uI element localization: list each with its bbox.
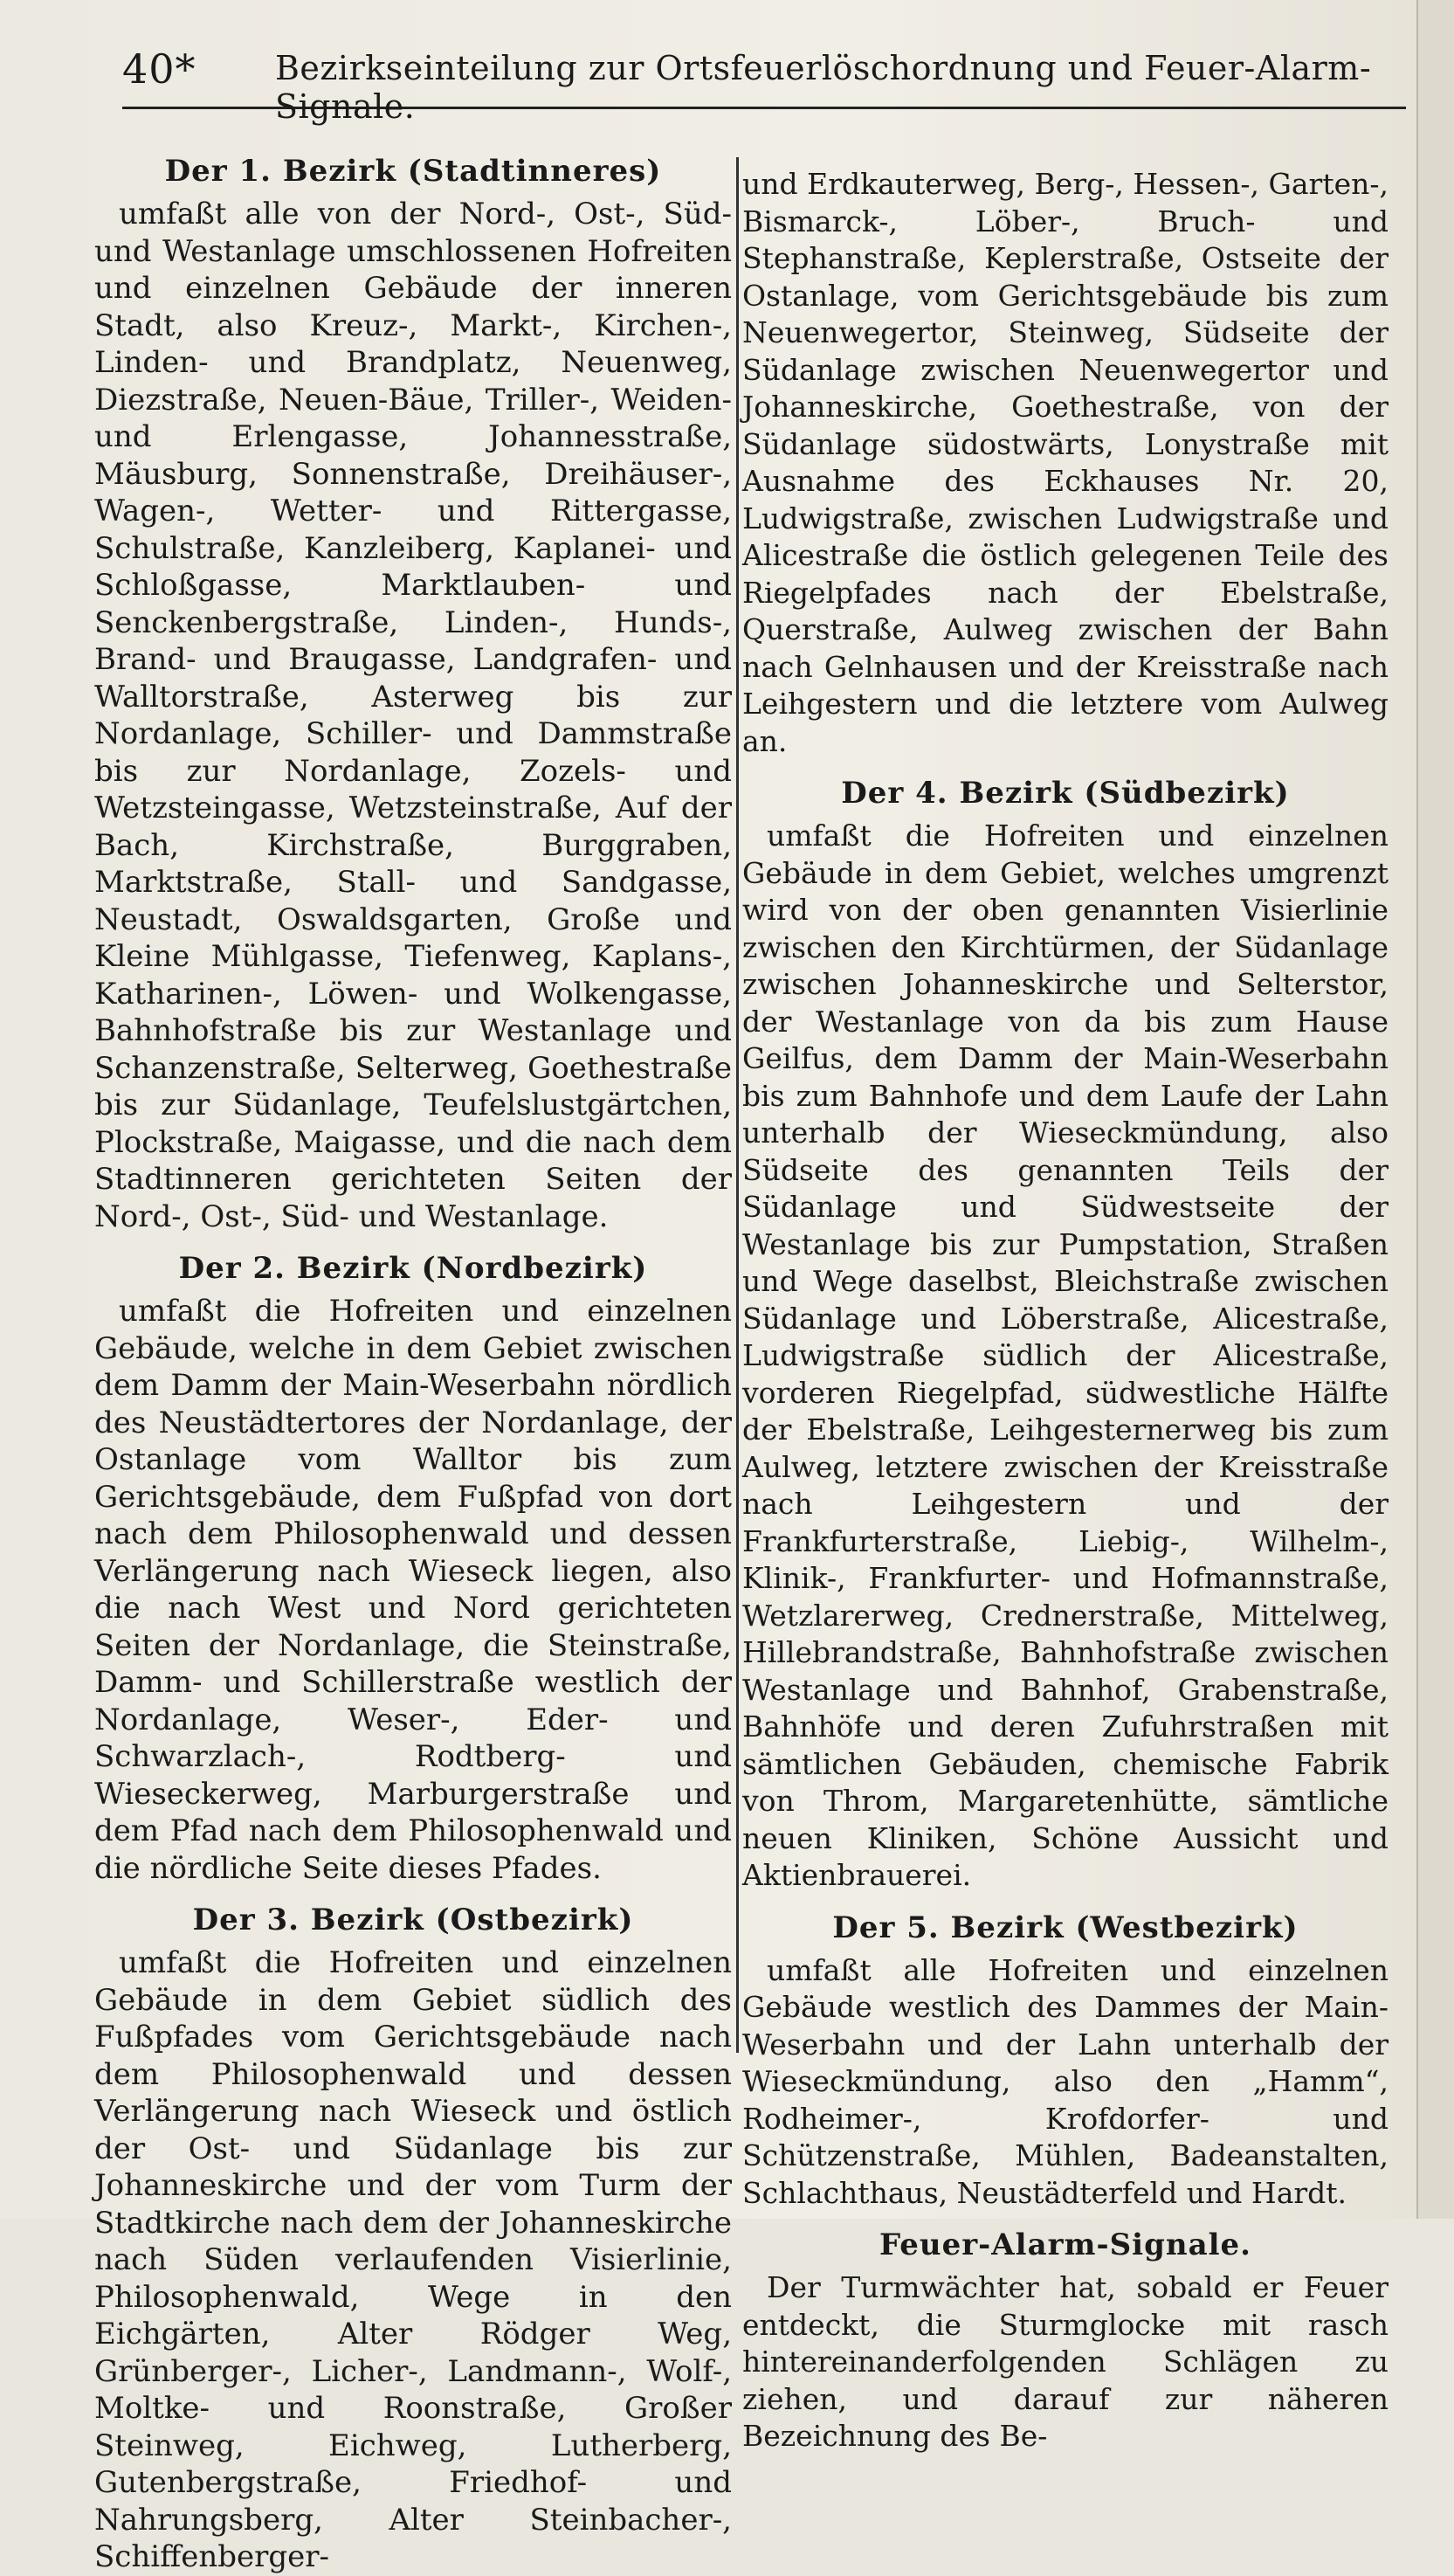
section-heading-alarm-signals: Feuer-Alarm-Signale. [879, 2227, 1251, 2262]
right-column [742, 166, 1389, 2455]
page-number: 40* [122, 45, 196, 93]
section-text-alarm-signals: Der Turmwächter hat, sobald er Feuer entdeckt, die Sturmglocke mit rasch hintereinanderfolgenden Schlägen zu ziehen, und darauf zur näheren Bezeichnung des Be- [742, 2270, 1389, 2453]
section-text-district-4: umfaßt die Hofreiten und einzelnen Gebäude in dem Gebiet, welches umgrenzt wird von der oben genannten Visierlinie zwischen den Kirchtürmen, der Südanlage zwischen Johanneskirche und Selterstor, der Westanlage von da bis zum Hause Geilfus, dem Damm der Main-Weserbahn bis zum Bahnhofe und dem Laufe der Lahn unterhalb der Wieseckmündung, also Südseite des genannten Teils der Südanlage und Südwestseite der Westanlage bis zur Pumpstation, Straßen und Wege daselbst, Bleichstraße zwischen Südanlage und Löberstraße, Alicestraße, Ludwigstraße südlich der Alicestraße, vorderen Riegelpfad, südwestliche Hälfte der Ebelstraße, Leihgesternerweg bis zum Aulweg, letztere zwischen der Kreisstraße nach Leihgestern und der Frankfurterstraße, Liebig-, Wilhelm-, Klinik-, Frankfurter- und Hofmannstraße, Wetzlarerweg, Crednerstraße, Mittelweg, Hillebrandstraße, Bahnhofstraße zwischen Westanlage und Bahnhof, Grabenstraße, Bahnhöfe und deren Zufuhrstraßen mit sämtlichen Gebäuden, chemische Fabrik von Throm, Margaretenhütte, sämtliche neuen Kliniken, Schöne Aussicht und Aktienbrauerei. [742, 818, 1389, 1892]
section-heading-district-5: Der 5. Bezirk (Westbezirk) [832, 1910, 1299, 1945]
section-heading-district-1: Der 1. Bezirk (Stadtinneres) [164, 154, 662, 189]
section-heading-district-2: Der 2. Bezirk (Nordbezirk) [178, 1251, 648, 1286]
adjacent-page-edge [1416, 0, 1454, 2219]
page-header [122, 45, 1406, 126]
section-heading-district-3: Der 3. Bezirk (Ostbezirk) [192, 1903, 634, 1937]
section-heading-district-4: Der 4. Bezirk (Südbezirk) [841, 776, 1290, 811]
column-divider [736, 157, 739, 2053]
running-head-title: Bezirkseinteilung zur Ortsfeuerlöschordnung und Feuer-Alarm-Signale. [275, 49, 1372, 126]
section-text-district-3: umfaßt die Hofreiten und einzelnen Gebäude in dem Gebiet südlich des Fußpfades vom Gerichtsgebäude nach dem Philosophenwald und dessen Verlängerung nach Wieseck und östlich der Ost- und Südanlage bis zur Johanneskirche und der vom Turm der Stadtkirche nach dem der Johanneskirche nach Süden verlaufenden Visierlinie, Philosophenwald, Wege in den Eichgärten, Alter Rödger Weg, Grünberger-, Licher-, Landmann-, Wolf-, Moltke- und Roonstraße, Großer Steinweg, Eichweg, Lutherberg, Gutenbergstraße, Friedhof- und Nahrungsberg, Alter Steinbacher-, Schiffenberger- [94, 1945, 732, 2574]
section-text-district-2: umfaßt die Hofreiten und einzelnen Gebäude, welche in dem Gebiet zwischen dem Damm der Main-Weserbahn nördlich des Neustädtertores der Nordanlage, der Ostanlage vom Walltor bis zum Gerichtsgebäude, dem Fußpfad von dort nach dem Philosophenwald und dessen Verlängerung nach Wieseck liegen, also die nach West und Nord gerichteten Seiten der Nordanlage, die Steinstraße, Damm- und Schillerstraße westlich der Nordanlage, Weser-, Eder- und Schwarzlach-, Rodtberg- und Wieseckerweg, Marburgerstraße und dem Pfad nach dem Philosophenwald und die nördliche Seite dieses Pfades. [94, 1294, 732, 1886]
left-column [94, 138, 732, 2576]
section-text-district-1: umfaßt alle von der Nord-, Ost-, Süd- und Westanlage umschlossenen Hofreiten und einzelnen Gebäude der inneren Stadt, also Kreuz-, Markt-, Kirchen-, Linden- und Brandplatz, Neuenweg, Diezstraße, Neuen-Bäue, Triller-, Weiden- und Erlengasse, Johannesstraße, Mäusburg, Sonnenstraße, Dreihäuser-, Wagen-, Wetter- und Rittergasse, Schulstraße, Kanzleiberg, Kaplanei- und Schloßgasse, Marktlauben- und Senckenbergstraße, Linden-, Hunds-, Brand- und Braugasse, Landgrafen- und Walltorstraße, Asterweg bis zur Nordanlage, Schiller- und Dammstraße bis zur Nordanlage, Zozels- und Wetzsteingasse, Wetzsteinstraße, Auf der Bach, Kirchstraße, Burggraben, Marktstraße, Stall- und Sandgasse, Neustadt, Oswaldsgarten, Große und Kleine Mühlgasse, Tiefenweg, Kaplans-, Katharinen-, Löwen- und Wolkengasse, Bahnhofstraße bis zur Westanlage und Schanzenstraße, Selterweg, Goethestraße bis zur Südanlage, Teufelslustgärtchen, Plockstraße, Maigasse, und die nach dem Stadtinneren gerichteten Seiten der Nord-, Ost-, Süd- und Westanlage. [94, 197, 732, 1234]
section-text-district-5: umfaßt alle Hofreiten und einzelnen Gebäude westlich des Dammes der Main-Weserbahn und der Lahn unterhalb der Wieseckmündung, also den „Hamm“, Rodheimer-, Krofdorfer- und Schützenstraße, Mühlen, Badeanstalten, Schlachthaus, Neustädterfeld und Hardt. [742, 1952, 1389, 2210]
section-text-district-3-continued: und Erdkauterweg, Berg-, Hessen-, Garten-, Bismarck-, Löber-, Bruch- und Stephanstraße, Keplerstraße, Ostseite der Ostanlage, vom Gerichtsgebäude bis zum Neuenwegertor, Steinweg, Südseite der Südanlage zwischen Neuenwegertor und Johanneskirche, Goethestraße, von der Südanlage südostwärts, Lonystraße mit Ausnahme des Eckhauses Nr. 20, Ludwigstraße, zwischen Ludwigstraße und Alicestraße die östlich gelegenen Teile des Riegelpfades nach der Ebelstraße, Querstraße, Aulweg zwischen der Bahn nach Gelnhausen und der Kreisstraße nach Leihgestern und die letztere vom Aulweg an. [742, 167, 1389, 758]
